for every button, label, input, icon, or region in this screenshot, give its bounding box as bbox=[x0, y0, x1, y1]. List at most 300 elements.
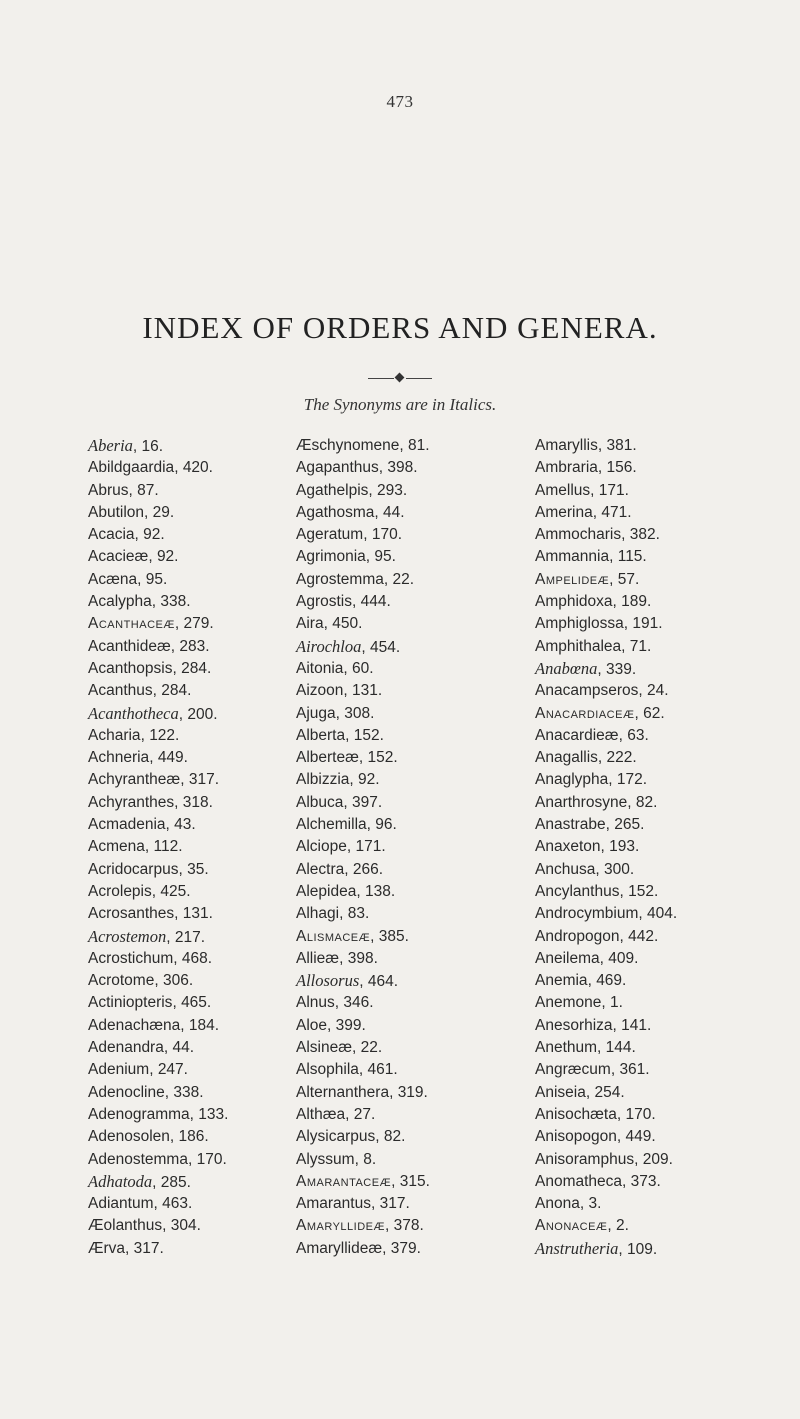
index-entry bbox=[88, 814, 263, 836]
entry-page: 71. bbox=[629, 637, 652, 655]
index-entry bbox=[296, 613, 501, 635]
entry-page: 381. bbox=[606, 437, 637, 454]
entry-name: Anemone bbox=[535, 994, 602, 1012]
index-entry bbox=[88, 725, 263, 747]
entry-page: 409. bbox=[608, 949, 639, 967]
index-entry bbox=[296, 1082, 501, 1104]
entry-name: Aberia bbox=[88, 436, 133, 455]
index-entry bbox=[535, 836, 735, 858]
index-entry bbox=[535, 1215, 735, 1237]
index-entry bbox=[535, 1015, 735, 1037]
entry-separator: , bbox=[343, 793, 353, 811]
entry-separator: , bbox=[358, 1061, 368, 1079]
index-entry bbox=[296, 725, 501, 747]
entry-name: Adenogramma bbox=[88, 1105, 190, 1123]
index-entry bbox=[535, 636, 735, 658]
entry-page: 254. bbox=[594, 1083, 625, 1101]
entry-separator: , bbox=[153, 1195, 163, 1213]
entry-separator: , bbox=[172, 659, 182, 677]
entry-page: 152. bbox=[628, 882, 659, 900]
entry-name: Agathelpis bbox=[296, 481, 369, 499]
entry-page: 217. bbox=[174, 928, 206, 946]
entry-name: Aizoon bbox=[296, 682, 344, 700]
entry-name: Acrosanthes bbox=[88, 905, 175, 923]
entry-name: Achneria bbox=[88, 749, 150, 767]
index-entry bbox=[88, 1037, 263, 1059]
entry-page: 44. bbox=[383, 503, 405, 521]
entry-separator: , bbox=[585, 1083, 595, 1101]
index-entry bbox=[296, 1193, 501, 1215]
entry-name: Aniseia bbox=[535, 1083, 586, 1101]
entry-separator: , bbox=[151, 593, 161, 611]
entry-name: Amaryllis bbox=[535, 437, 598, 454]
entry-separator: , bbox=[638, 905, 647, 923]
entry-name: Abildgaardia bbox=[88, 459, 175, 477]
entry-name: Acacieæ bbox=[88, 548, 149, 566]
entry-separator: , bbox=[638, 682, 648, 700]
index-entry bbox=[296, 1149, 501, 1171]
entry-page: 317. bbox=[188, 771, 219, 789]
entry-page: 60. bbox=[352, 659, 374, 677]
entry-name: Æschynomene bbox=[296, 437, 400, 454]
entry-page: 186. bbox=[178, 1128, 209, 1146]
entry-separator: , bbox=[128, 481, 138, 499]
entry-separator: , bbox=[134, 526, 144, 544]
index-entry bbox=[88, 703, 263, 725]
entry-separator: , bbox=[391, 1172, 400, 1190]
entry-separator: , bbox=[382, 1239, 391, 1257]
index-entry bbox=[535, 591, 735, 613]
entry-page: 449. bbox=[157, 749, 188, 767]
entry-separator: , bbox=[349, 771, 359, 789]
index-entry bbox=[88, 1104, 263, 1126]
entry-separator: , bbox=[164, 1083, 174, 1101]
entry-name: Agathosma bbox=[296, 503, 375, 521]
index-entry bbox=[88, 792, 263, 814]
index-entry bbox=[535, 1171, 735, 1193]
entry-page: 193. bbox=[609, 838, 640, 856]
entry-separator: , bbox=[368, 481, 378, 499]
entry-separator: , bbox=[370, 1195, 380, 1213]
entry-separator: , bbox=[592, 503, 602, 521]
entry-page: 397. bbox=[352, 793, 383, 811]
entry-separator: , bbox=[174, 905, 183, 923]
entry-separator: , bbox=[399, 437, 409, 454]
entry-page: 317. bbox=[133, 1239, 164, 1257]
entry-name: Albizzia bbox=[296, 771, 350, 789]
index-entry bbox=[88, 1149, 263, 1171]
entry-page: 92. bbox=[156, 548, 179, 566]
index-entry bbox=[535, 747, 735, 769]
entry-name: Anomatheca bbox=[535, 1172, 623, 1190]
entry-name: Amaryllideæ bbox=[296, 1217, 385, 1235]
entry-name: Amphidoxa bbox=[535, 593, 613, 611]
index-entry bbox=[296, 636, 501, 658]
entry-name: Anonaceæ bbox=[535, 1217, 608, 1235]
index-entry bbox=[535, 769, 735, 791]
entry-name: Adenosolen bbox=[88, 1128, 170, 1146]
index-entry bbox=[88, 546, 263, 568]
index-entry bbox=[535, 1126, 735, 1148]
entry-separator: , bbox=[144, 503, 153, 521]
entry-name: Amphithalea bbox=[535, 637, 622, 655]
index-entry bbox=[88, 1126, 263, 1148]
entry-separator: , bbox=[163, 1039, 173, 1057]
index-entry bbox=[88, 948, 263, 970]
entry-name: Adenocline bbox=[88, 1083, 165, 1101]
entry-separator: , bbox=[323, 615, 333, 633]
entry-name: Amerina bbox=[535, 503, 593, 521]
entry-name: Acmena bbox=[88, 838, 145, 856]
entry-separator: , bbox=[374, 503, 384, 521]
entry-name: Agrostis bbox=[296, 593, 352, 611]
index-entry bbox=[535, 1193, 735, 1215]
index-entry bbox=[88, 881, 263, 903]
entry-separator: , bbox=[587, 972, 597, 990]
entry-page: 170. bbox=[196, 1150, 227, 1168]
entry-page: 22. bbox=[360, 1039, 383, 1057]
index-entry bbox=[88, 1059, 263, 1081]
index-entry bbox=[296, 948, 501, 970]
index-entry bbox=[88, 502, 263, 524]
entry-separator: , bbox=[597, 749, 607, 767]
index-entry bbox=[296, 859, 501, 881]
entry-separator: , bbox=[618, 726, 628, 744]
entry-page: 57. bbox=[617, 570, 640, 588]
entry-name: Aitonia bbox=[296, 659, 344, 677]
entry-name: Alepidea bbox=[296, 882, 357, 900]
entry-page: 404. bbox=[647, 905, 678, 923]
index-entry bbox=[535, 814, 735, 836]
entry-separator: , bbox=[621, 637, 630, 655]
entry-separator: , bbox=[366, 816, 376, 834]
entry-page: 27. bbox=[353, 1105, 376, 1123]
entry-page: 266. bbox=[352, 860, 384, 878]
page-title: INDEX OF ORDERS AND GENERA. bbox=[142, 310, 658, 345]
entry-page: 95. bbox=[374, 548, 396, 566]
index-entry bbox=[535, 881, 735, 903]
entry-name: Alchemilla bbox=[296, 816, 367, 834]
entry-separator: , bbox=[385, 1217, 394, 1235]
entry-separator: , bbox=[616, 1105, 626, 1123]
entry-page: 444. bbox=[360, 593, 391, 611]
entry-page: 469. bbox=[596, 972, 627, 990]
entry-separator: , bbox=[361, 638, 371, 656]
entry-separator: , bbox=[610, 1061, 620, 1079]
index-entry bbox=[88, 836, 263, 858]
index-entry bbox=[535, 725, 735, 747]
entry-name: Æolanthus bbox=[88, 1217, 163, 1235]
index-entry bbox=[296, 747, 501, 769]
entry-separator: , bbox=[140, 726, 150, 744]
entry-name: Alectra bbox=[296, 860, 345, 878]
entry-page: 44. bbox=[172, 1039, 195, 1057]
entry-page: 95. bbox=[145, 570, 168, 588]
entry-page: 338. bbox=[160, 593, 191, 611]
index-entry bbox=[296, 836, 501, 858]
index-entry bbox=[296, 480, 501, 502]
entry-page: 279. bbox=[183, 615, 214, 633]
entry-separator: , bbox=[125, 1239, 134, 1257]
entry-name: Althæa bbox=[296, 1105, 346, 1123]
entry-name: Amaryllideæ bbox=[296, 1239, 383, 1257]
index-entry bbox=[88, 859, 263, 881]
index-entry bbox=[88, 636, 263, 658]
index-entry bbox=[296, 814, 501, 836]
entry-name: Acharia bbox=[88, 726, 141, 744]
index-entry bbox=[88, 1215, 263, 1237]
index-entry bbox=[296, 970, 501, 992]
entry-separator: , bbox=[346, 838, 356, 856]
entry-page: 465. bbox=[181, 994, 212, 1012]
entry-page: 382. bbox=[629, 526, 660, 544]
page-number: 473 bbox=[386, 92, 414, 111]
entry-separator: , bbox=[618, 1240, 628, 1258]
entry-name: Alnus bbox=[296, 994, 335, 1012]
entry-name: Ageratum bbox=[296, 526, 364, 544]
index-entry bbox=[535, 1238, 735, 1260]
entry-name: Anethum bbox=[535, 1039, 598, 1057]
entry-separator: , bbox=[327, 1016, 336, 1034]
entry-page: 1. bbox=[609, 994, 623, 1012]
entry-name: Anisopogon bbox=[535, 1128, 617, 1146]
entry-name: Amellus bbox=[535, 481, 591, 499]
entry-name: Abutilon bbox=[88, 503, 145, 521]
entry-name: Allosorus bbox=[296, 971, 360, 991]
entry-separator: , bbox=[180, 771, 189, 789]
entry-separator: , bbox=[597, 1039, 606, 1057]
entry-name: Acacia bbox=[88, 526, 135, 544]
entry-separator: , bbox=[609, 570, 618, 588]
entry-page: 170. bbox=[371, 526, 402, 544]
index-entry bbox=[296, 591, 501, 613]
entry-name: Anona bbox=[535, 1195, 580, 1213]
entry-separator: , bbox=[149, 1061, 158, 1079]
entry-name: Aira bbox=[296, 615, 324, 633]
entry-separator: , bbox=[165, 816, 175, 834]
entry-page: 398. bbox=[387, 459, 418, 477]
entry-name: Ammannia bbox=[535, 548, 610, 566]
entry-separator: , bbox=[634, 704, 644, 722]
index-entry bbox=[535, 703, 735, 725]
entry-page: 464. bbox=[367, 973, 399, 991]
entry-name: Acanthideæ bbox=[88, 637, 171, 655]
entry-name: Achyranthes bbox=[88, 793, 175, 811]
entry-separator: , bbox=[173, 949, 182, 967]
index-entry bbox=[88, 1015, 263, 1037]
entry-separator: , bbox=[363, 526, 372, 544]
index-entry bbox=[88, 1171, 263, 1193]
entry-separator: , bbox=[597, 660, 606, 678]
index-entry bbox=[88, 970, 263, 992]
index-entry bbox=[535, 480, 735, 502]
entry-name: Amarantus bbox=[296, 1195, 371, 1213]
entry-name: Anacardiaceæ bbox=[535, 704, 635, 722]
entry-page: 284. bbox=[181, 659, 212, 677]
entry-name: Anacampseros bbox=[535, 682, 639, 700]
index-entry bbox=[296, 457, 501, 479]
index-column-3 bbox=[535, 435, 735, 1260]
entry-name: Anchusa bbox=[535, 860, 596, 878]
entry-name: Acanthus bbox=[88, 682, 153, 700]
entry-name: Acrostichum bbox=[88, 949, 174, 967]
entry-separator: , bbox=[599, 949, 609, 967]
index-entry bbox=[535, 524, 735, 546]
entry-name: Acrotome bbox=[88, 972, 155, 990]
entry-name: Anesorhiza bbox=[535, 1016, 613, 1034]
index-entry bbox=[88, 903, 263, 925]
entry-name: Androcymbium bbox=[535, 905, 639, 923]
index-entry bbox=[88, 1193, 263, 1215]
index-entry bbox=[535, 859, 735, 881]
entry-page: 133. bbox=[198, 1105, 229, 1123]
index-entry bbox=[88, 569, 263, 591]
index-entry bbox=[535, 658, 735, 680]
entry-separator: , bbox=[356, 882, 365, 900]
entry-page: 293. bbox=[377, 481, 408, 499]
entry-page: 109. bbox=[627, 1240, 658, 1258]
entry-name: Anastrabe bbox=[535, 816, 606, 834]
index-entry bbox=[88, 1238, 263, 1260]
entry-name: Alyssum bbox=[296, 1150, 355, 1168]
entry-name: Acæna bbox=[88, 570, 138, 588]
entry-separator: , bbox=[174, 793, 183, 811]
entry-page: 425. bbox=[160, 882, 191, 900]
index-entry bbox=[535, 457, 735, 479]
index-entry bbox=[296, 502, 501, 524]
entry-page: 247. bbox=[157, 1061, 188, 1079]
index-entry bbox=[535, 1104, 735, 1126]
entry-page: 29. bbox=[152, 503, 175, 521]
entry-page: 115. bbox=[617, 548, 647, 566]
entry-page: 304. bbox=[170, 1217, 201, 1235]
entry-separator: , bbox=[345, 1105, 354, 1123]
entry-separator: , bbox=[619, 927, 629, 945]
entry-separator: , bbox=[601, 994, 610, 1012]
entry-separator: , bbox=[339, 905, 348, 923]
entry-page: 442. bbox=[628, 927, 659, 945]
index-entry bbox=[535, 1037, 735, 1059]
entry-page: 450. bbox=[332, 615, 363, 633]
entry-name: Agapanthus bbox=[296, 459, 379, 477]
entry-separator: , bbox=[149, 749, 158, 767]
entry-separator: , bbox=[152, 1173, 161, 1191]
entry-page: 283. bbox=[179, 637, 210, 655]
entry-page: 3. bbox=[588, 1195, 602, 1213]
entry-name: Ammocharis bbox=[535, 526, 622, 544]
entry-separator: , bbox=[335, 704, 345, 722]
entry-name: Adhatoda bbox=[88, 1171, 153, 1191]
entry-page: 339. bbox=[605, 660, 637, 678]
index-entry bbox=[535, 502, 735, 524]
entry-page: 131. bbox=[182, 905, 213, 923]
index-entry bbox=[88, 658, 263, 680]
entry-separator: , bbox=[634, 1150, 643, 1168]
entry-page: 463. bbox=[162, 1195, 193, 1213]
entry-name: Anaxeton bbox=[535, 838, 601, 856]
entry-page: 112. bbox=[153, 838, 183, 856]
entry-separator: , bbox=[383, 570, 393, 588]
entry-page: 449. bbox=[625, 1128, 656, 1146]
entry-name: Acanthotheca bbox=[88, 703, 179, 723]
entry-page: 82. bbox=[383, 1128, 406, 1146]
entry-name: Achyrantheæ bbox=[88, 771, 181, 789]
entry-page: 172. bbox=[616, 771, 648, 789]
subtitle: The Synonyms are in Italics. bbox=[303, 395, 497, 414]
entry-separator: , bbox=[619, 882, 629, 900]
entry-separator: , bbox=[352, 593, 361, 611]
index-entry bbox=[535, 1059, 735, 1081]
entry-name: Acmadenia bbox=[88, 816, 166, 834]
index-entry bbox=[296, 769, 501, 791]
entry-page: 461. bbox=[367, 1061, 398, 1079]
entry-name: Alberta bbox=[296, 726, 346, 744]
index-entry bbox=[535, 613, 735, 635]
entry-page: 131. bbox=[352, 682, 383, 700]
index-entry bbox=[535, 1149, 735, 1171]
entry-separator: , bbox=[605, 816, 615, 834]
entry-name: Adenium bbox=[88, 1061, 150, 1079]
entry-name: Aloe bbox=[296, 1016, 328, 1034]
index-entry bbox=[296, 703, 501, 725]
entry-name: Alismaceæ bbox=[296, 927, 371, 945]
entry-separator: , bbox=[352, 1039, 361, 1057]
index-entry bbox=[88, 680, 263, 702]
index-entry bbox=[88, 435, 263, 457]
entry-separator: , bbox=[607, 1217, 617, 1235]
entry-separator: , bbox=[148, 548, 157, 566]
index-entry bbox=[296, 1126, 501, 1148]
entry-page: 338. bbox=[173, 1083, 204, 1101]
entry-page: 471. bbox=[601, 503, 632, 521]
entry-name: Alysicarpus bbox=[296, 1128, 376, 1146]
entry-separator: , bbox=[343, 682, 353, 700]
index-entry bbox=[296, 903, 501, 925]
index-entry bbox=[296, 881, 501, 903]
entry-separator: , bbox=[358, 749, 368, 767]
index-entry bbox=[88, 591, 263, 613]
entry-page: 265. bbox=[614, 816, 645, 834]
index-entry bbox=[535, 992, 735, 1014]
entry-separator: , bbox=[612, 593, 622, 611]
entry-page: 2. bbox=[616, 1217, 629, 1235]
entry-page: 319. bbox=[397, 1083, 428, 1101]
entry-separator: , bbox=[166, 928, 175, 946]
index-entry bbox=[296, 658, 501, 680]
entry-separator: , bbox=[174, 615, 184, 633]
diamond-icon bbox=[395, 373, 405, 383]
entry-name: Ambraria bbox=[535, 459, 598, 477]
entry-name: Ærva bbox=[88, 1239, 126, 1257]
entry-separator: , bbox=[189, 1105, 199, 1123]
index-entry bbox=[88, 480, 263, 502]
entry-page: 171. bbox=[598, 481, 629, 499]
entry-separator: , bbox=[627, 793, 636, 811]
index-entry bbox=[535, 948, 735, 970]
entry-page: 62. bbox=[643, 704, 665, 722]
entry-separator: , bbox=[378, 459, 388, 477]
entry-name: Albuca bbox=[296, 793, 344, 811]
entry-page: 378. bbox=[393, 1217, 424, 1235]
entry-page: 300. bbox=[603, 860, 635, 878]
entry-name: Adiantum bbox=[88, 1195, 154, 1213]
entry-name: Aneilema bbox=[535, 949, 600, 967]
entry-name: Anisochæta bbox=[535, 1105, 617, 1123]
index-entry bbox=[296, 1059, 501, 1081]
entry-name: Acrostemon bbox=[88, 926, 167, 946]
entry-page: 81. bbox=[408, 437, 430, 454]
index-entry bbox=[535, 970, 735, 992]
